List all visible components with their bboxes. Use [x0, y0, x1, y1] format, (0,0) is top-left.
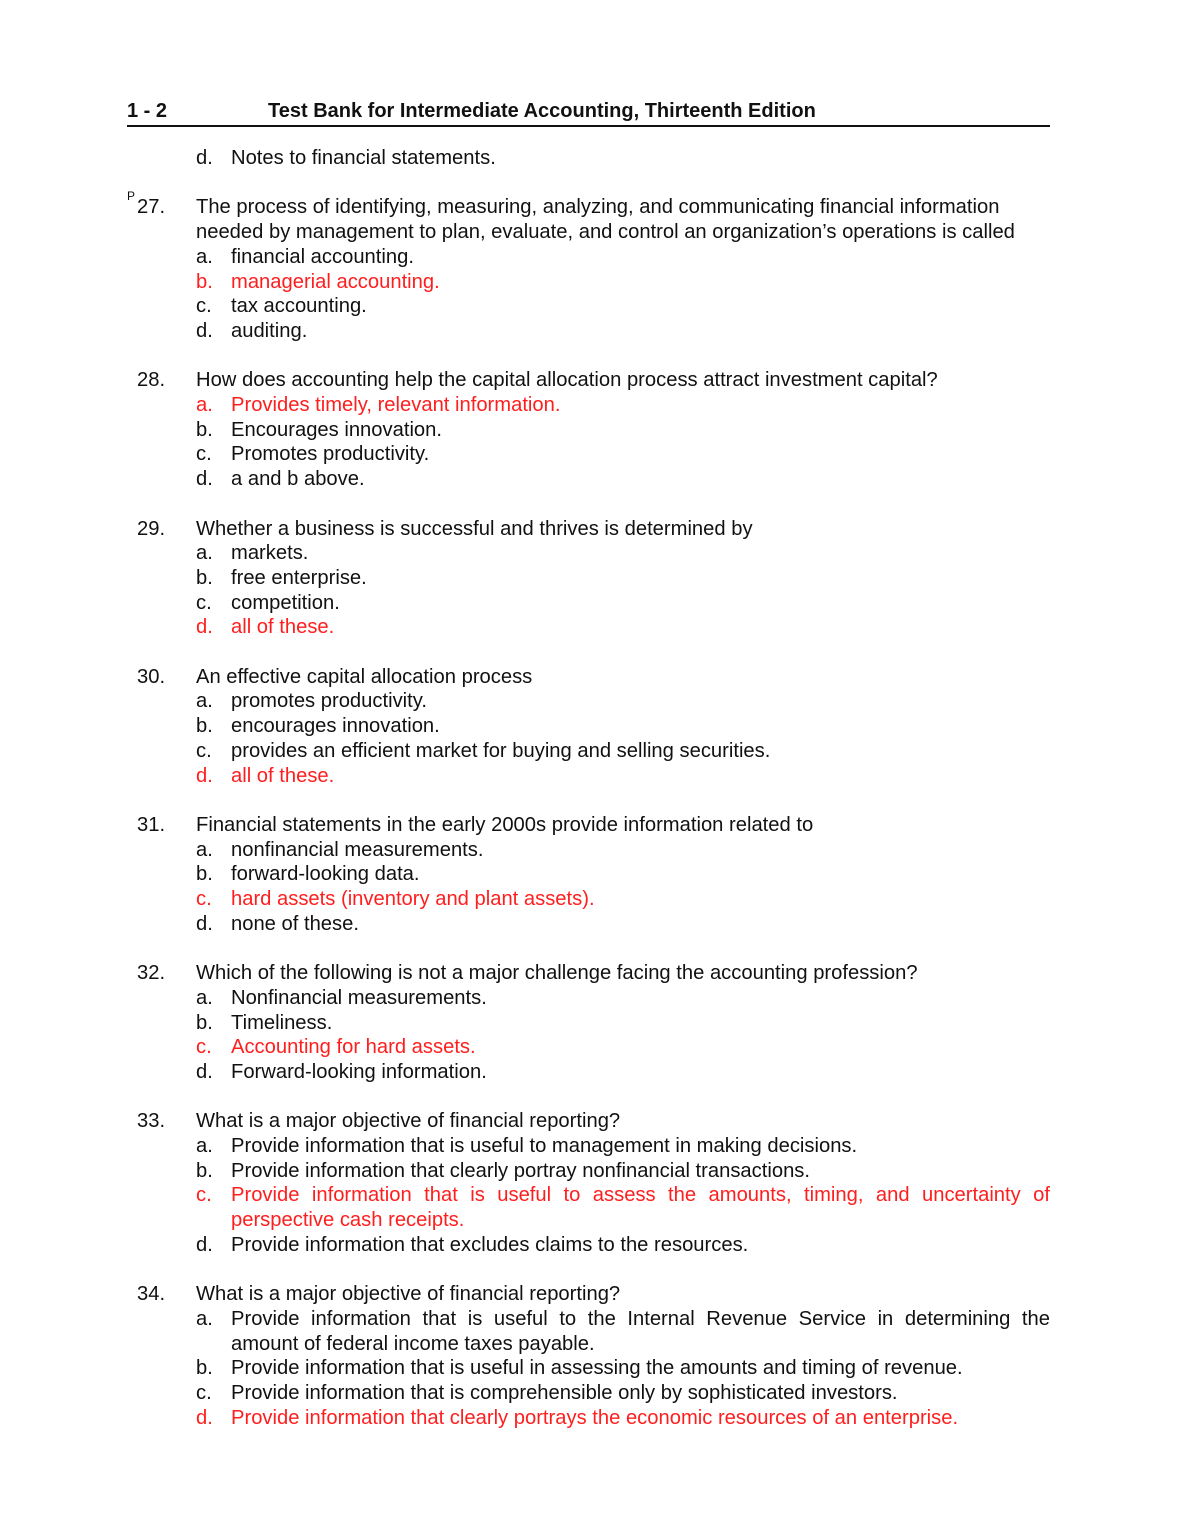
- option-letter: d.: [196, 147, 213, 169]
- option-28b: [127, 418, 1050, 443]
- option-text: all of these.: [231, 616, 335, 639]
- option-31a: [127, 838, 1050, 863]
- option-letter: d.: [196, 468, 213, 491]
- option-text: Provide information that is useful to assess the amounts, timing, and uncertainty of perspective cash receipts.: [231, 1184, 1050, 1232]
- option-text: provides an efficient market for buying and selling securities.: [231, 739, 771, 762]
- option-text: encourages innovation.: [231, 715, 440, 738]
- option-27c: [127, 294, 1050, 319]
- option-letter: a.: [196, 542, 213, 565]
- option-29c: [127, 591, 1050, 616]
- option-letter: d.: [196, 1233, 213, 1256]
- option-text: Accounting for hard assets.: [231, 1036, 476, 1059]
- option-letter: c.: [196, 295, 212, 318]
- option-34a: [127, 1307, 1050, 1356]
- option-31b: [127, 862, 1050, 887]
- question-prefix: P: [127, 189, 136, 204]
- option-34b: [127, 1356, 1050, 1381]
- page-number: 1 - 2: [127, 100, 168, 122]
- option-text: forward-looking data.: [231, 863, 420, 886]
- option-text: Provide information that is useful in assessing the amounts and timing of revenue.: [231, 1357, 963, 1380]
- option-text: auditing.: [231, 319, 308, 342]
- option-letter: c.: [196, 1184, 212, 1207]
- option-letter: a.: [196, 1307, 213, 1330]
- option-33c-correct: [127, 1183, 1050, 1232]
- option-30c: [127, 739, 1050, 764]
- question-number: 30.: [137, 665, 166, 688]
- option-text: Provide information that clearly portrays the economic resources of an enterprise.: [231, 1406, 959, 1429]
- option-text: Provide information that is useful to the Internal Revenue Service in determining the amount of federal income taxes payable.: [231, 1307, 1050, 1355]
- option-text: Provide information that is useful to management in making decisions.: [231, 1135, 858, 1158]
- question-stem: The process of identifying, measuring, analyzing, and communicating financial information needed by management to plan, evaluate, and control an organization’s operations is called: [196, 196, 1015, 244]
- option-text: competition.: [231, 591, 340, 614]
- option-letter: d.: [196, 1406, 213, 1429]
- option-33d: [127, 1233, 1050, 1258]
- option-text: Promotes productivity.: [231, 443, 430, 466]
- question-number: 27.: [137, 196, 166, 219]
- option-34d-correct: [127, 1406, 1050, 1431]
- option-letter: c.: [196, 591, 212, 614]
- option-text: financial accounting.: [231, 245, 414, 268]
- option-letter: c.: [196, 1036, 212, 1059]
- question-31: [127, 813, 1050, 838]
- question-34: [127, 1282, 1050, 1307]
- option-33b: [127, 1159, 1050, 1184]
- option-33a: [127, 1134, 1050, 1159]
- option-letter: b.: [196, 863, 213, 886]
- question-29: [127, 517, 1050, 542]
- continued-option: [127, 146, 1050, 171]
- book-title: Test Bank for Intermediate Accounting, Thirteenth Edition: [268, 100, 816, 122]
- question-30: [127, 665, 1050, 690]
- option-letter: a.: [196, 690, 213, 713]
- option-28d: [127, 467, 1050, 492]
- option-30a: [127, 689, 1050, 714]
- option-30d-correct: [127, 764, 1050, 789]
- option-31c-correct: [127, 887, 1050, 912]
- option-text: tax accounting.: [231, 295, 367, 318]
- option-27d: [127, 319, 1050, 344]
- option-letter: b.: [196, 1357, 213, 1380]
- question-stem: What is a major objective of financial reporting?: [196, 1110, 621, 1133]
- option-text: Provide information that is comprehensible only by sophisticated investors.: [231, 1382, 898, 1405]
- option-28a-correct: [127, 393, 1050, 418]
- option-27b-correct: [127, 270, 1050, 295]
- option-text: a and b above.: [231, 468, 365, 491]
- option-32b: [127, 1011, 1050, 1036]
- option-text: Notes to financial statements.: [231, 147, 496, 169]
- option-text: Provides timely, relevant information.: [231, 394, 561, 416]
- question-stem: How does accounting help the capital allocation process attract investment capital?: [196, 369, 938, 392]
- option-text: all of these.: [231, 764, 335, 787]
- option-letter: b.: [196, 418, 213, 441]
- option-30b: [127, 714, 1050, 739]
- option-letter: c.: [196, 739, 212, 762]
- option-29a: [127, 541, 1050, 566]
- option-text: Encourages innovation.: [231, 418, 442, 441]
- option-letter: c.: [196, 1382, 212, 1405]
- option-letter: d.: [196, 764, 213, 787]
- option-32a: [127, 986, 1050, 1011]
- option-letter: d.: [196, 616, 213, 639]
- option-letter: a.: [196, 986, 213, 1009]
- option-letter: a.: [196, 394, 213, 416]
- option-text: Timeliness.: [231, 1011, 333, 1034]
- option-text: Nonfinancial measurements.: [231, 986, 487, 1009]
- question-number: 29.: [137, 517, 166, 540]
- option-29d-correct: [127, 615, 1050, 640]
- option-27a: [127, 245, 1050, 270]
- option-text: Provide information that excludes claims to the resources.: [231, 1233, 749, 1256]
- page-header: [127, 99, 1050, 127]
- question-number: 31.: [137, 813, 166, 836]
- question-32: [127, 961, 1050, 986]
- question-number: 32.: [137, 962, 166, 985]
- option-29b: [127, 566, 1050, 591]
- question-33: [127, 1109, 1050, 1134]
- option-text: promotes productivity.: [231, 690, 427, 713]
- option-letter: b.: [196, 1011, 213, 1034]
- option-letter: c.: [196, 888, 212, 911]
- option-letter: a.: [196, 838, 213, 861]
- question-stem: Financial statements in the early 2000s provide information related to: [196, 813, 814, 836]
- option-text: managerial accounting.: [231, 270, 440, 293]
- option-letter: a.: [196, 245, 213, 268]
- question-number: 33.: [137, 1110, 166, 1133]
- option-letter: b.: [196, 1159, 213, 1182]
- option-text: nonfinancial measurements.: [231, 838, 484, 861]
- option-letter: b.: [196, 715, 213, 738]
- question-27: [127, 189, 1050, 244]
- option-text: markets.: [231, 542, 309, 565]
- option-text: none of these.: [231, 912, 359, 935]
- question-28: [127, 368, 1050, 393]
- option-letter: a.: [196, 1135, 213, 1158]
- option-32c-correct: [127, 1035, 1050, 1060]
- question-number: 28.: [137, 369, 166, 392]
- option-28c: [127, 442, 1050, 467]
- option-text: Forward-looking information.: [231, 1060, 487, 1083]
- option-text: free enterprise.: [231, 566, 367, 589]
- question-list: [127, 146, 1050, 1430]
- option-letter: d.: [196, 1060, 213, 1083]
- option-letter: b.: [196, 270, 213, 293]
- option-letter: c.: [196, 443, 212, 466]
- option-letter: b.: [196, 566, 213, 589]
- question-stem: An effective capital allocation process: [196, 665, 533, 688]
- option-letter: d.: [196, 912, 213, 935]
- option-31d: [127, 912, 1050, 937]
- option-letter: d.: [196, 319, 213, 342]
- question-stem: Which of the following is not a major challenge facing the accounting profession?: [196, 962, 918, 985]
- option-34c: [127, 1381, 1050, 1406]
- option-32d: [127, 1060, 1050, 1085]
- question-stem: What is a major objective of financial reporting?: [196, 1283, 621, 1306]
- question-number: 34.: [137, 1283, 166, 1306]
- option-text: hard assets (inventory and plant assets).: [231, 888, 595, 911]
- question-stem: Whether a business is successful and thrives is determined by: [196, 517, 753, 540]
- option-text: Provide information that clearly portray nonfinancial transactions.: [231, 1159, 811, 1182]
